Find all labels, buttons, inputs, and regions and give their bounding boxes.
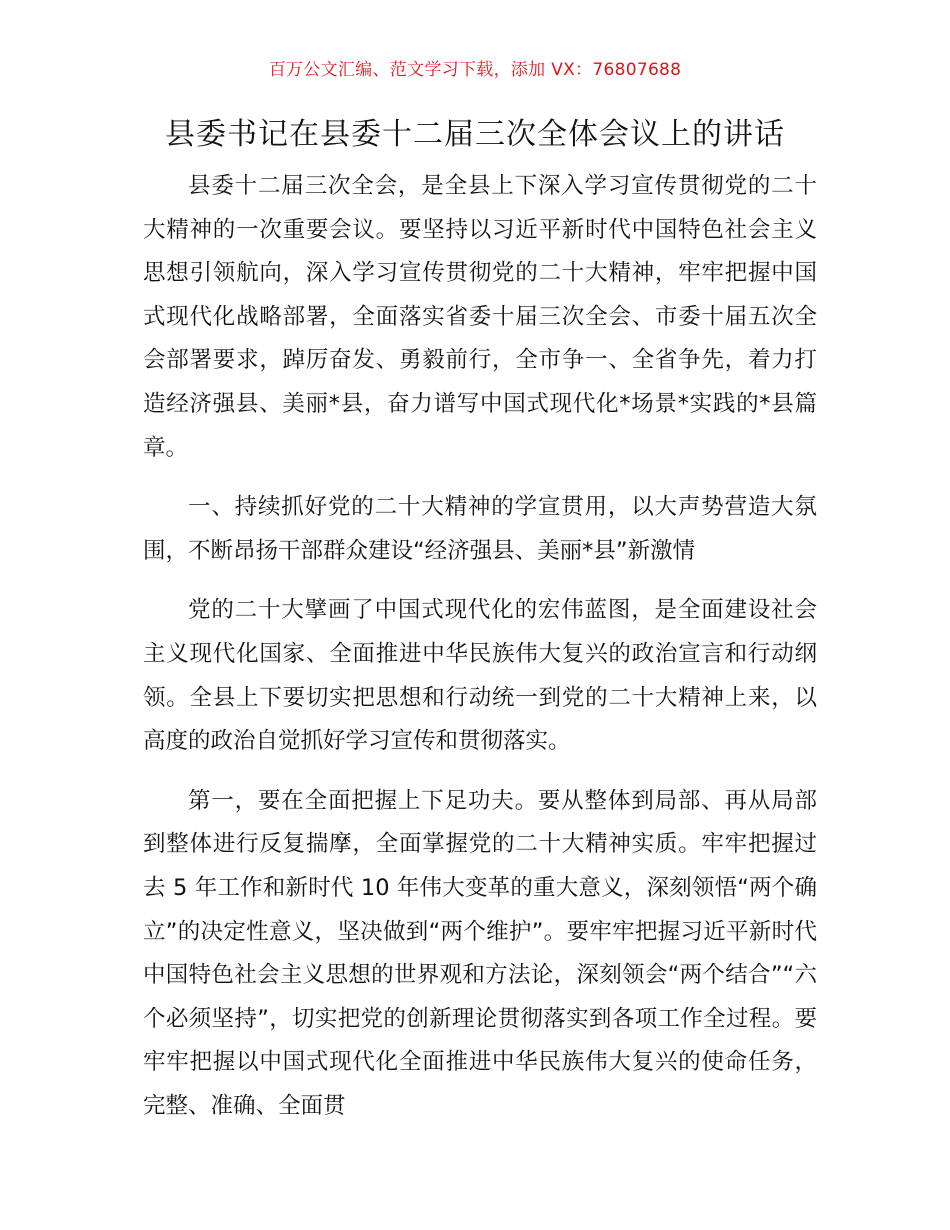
header-ad-text: 百万公文汇编、范文学习下载，添加 VX：76807688	[268, 60, 682, 80]
paragraph-first-point: 第一，要在全面把握上下足功夫。要从整体到局部、再从局部到整体进行反复揣摩，全面掌握党的二十大精神实质。牢牢把握过去 5 年工作和新时代 10 年伟大变革的重大意义，深刻领悟“两个确立”的决定性意义，坚决做到“两个维护”。要牢牢把握习近平新时代中国特色社会主义思想的世界观和方法论，深刻领会“两个结合”“六个必须坚持”，切实把党的创新理论贯彻落实到各项工作全过程。要牢牢把握以中国式现代化全面推进中华民族伟大复兴的使命任务，完整、准确、全面贯	[143, 787, 817, 1119]
paragraph-intro: 县委十二届三次全会，是全县上下深入学习宣传贯彻党的二十大精神的一次重要会议。要坚持以习近平新时代中国特色社会主义思想引领航向，深入学习宣传贯彻党的二十大精神，牢牢把握中国式现代化战略部署，全面落实省委十届三次全会、市委十届五次全会部署要求，踔厉奋发、勇毅前行，全市争一、全省争先，着力打造经济强县、美丽*县，奋力谱写中国式现代化*场景*实践的*县篇章。	[143, 173, 817, 461]
paragraph-section-heading: 一、持续抓好党的二十大精神的学宣贯用，以大声势营造大氛围，不断昂扬干部群众建设“经济强县、美丽*县”新激情	[143, 494, 817, 564]
document-body	[143, 165, 817, 1128]
paragraph-section-body: 党的二十大擘画了中国式现代化的宏伟蓝图，是全面建设社会主义现代化国家、全面推进中华民族伟大复兴的政治宣言和行动纲领。全县上下要切实把思想和行动统一到党的二十大精神上来，以高度的政治自觉抓好学习宣传和贯彻落实。	[143, 597, 817, 755]
document-title: 县委书记在县委十二届三次全体会议上的讲话	[165, 117, 785, 152]
